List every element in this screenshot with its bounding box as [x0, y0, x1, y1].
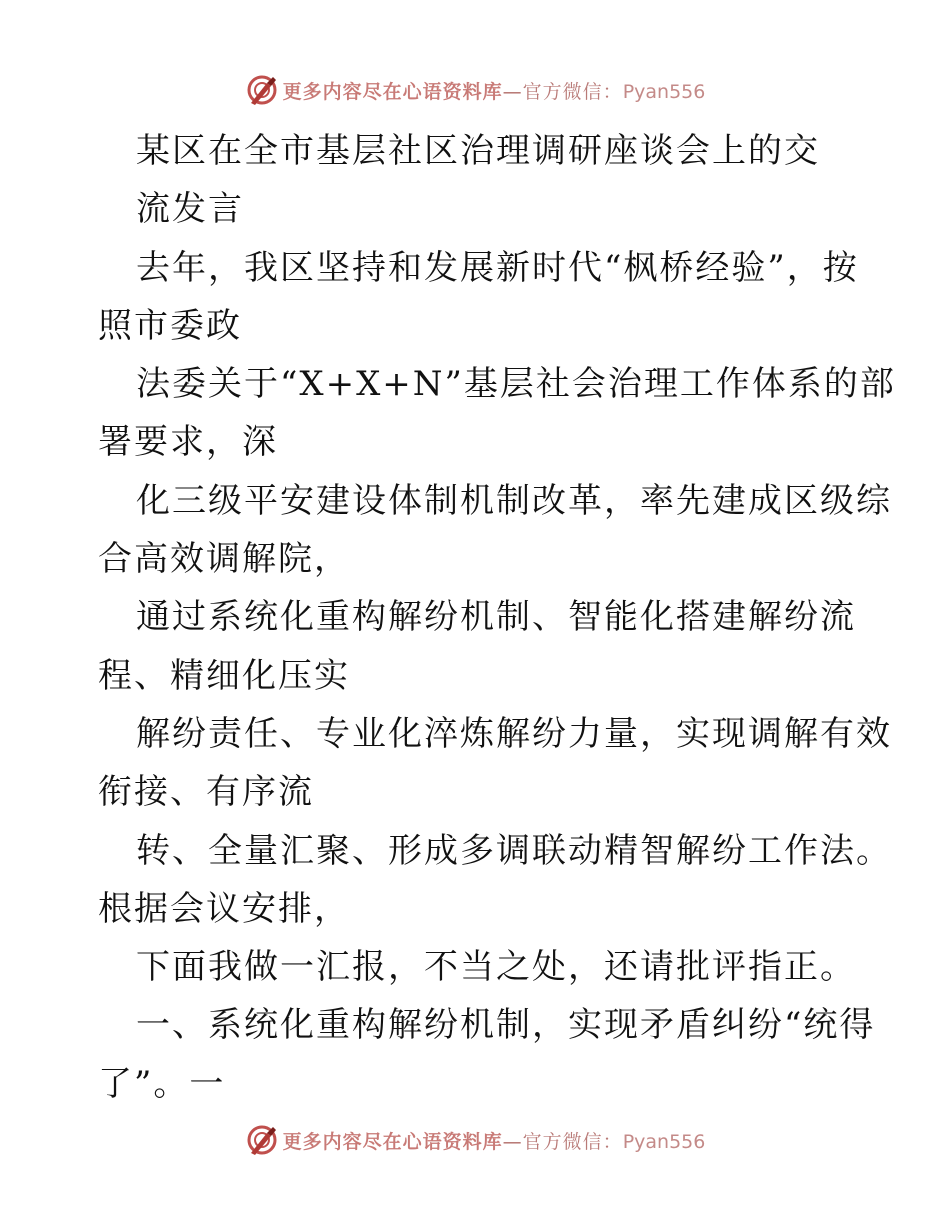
header-brand-text: 更多内容尽在心语资料库: [282, 80, 503, 103]
footer-wechat-label: 官方微信：: [522, 1130, 623, 1153]
text-line: 流发言: [136, 189, 244, 230]
text-line: 去年，我区坚持和发展新时代“枫桥经验”，按: [136, 247, 859, 288]
header-wechat-label: 官方微信：: [522, 80, 623, 103]
text-line: 某区在全市基层社区治理调研座谈会上的交: [136, 131, 820, 171]
text-line: 合高效调解院，: [98, 539, 350, 580]
text-line: 转、全量汇聚、形成多调联动精智解纷工作法。: [136, 830, 892, 871]
text-line: 通过系统化重构解纷机制、智能化搭建解纷流: [136, 597, 856, 638]
document-body: [98, 122, 896, 1113]
text-line: 解纷责任、专业化淬炼解纷力量，实现调解有效: [136, 713, 892, 754]
header-banner: [0, 70, 950, 110]
footer-banner: [0, 1120, 950, 1160]
footer-banner-text: [283, 1127, 706, 1154]
header-banner-text: [283, 77, 706, 104]
text-line: 了”。一: [98, 1063, 226, 1104]
text-line: 照市委政: [98, 305, 242, 346]
footer-separator: —: [502, 1130, 523, 1153]
header-separator: —: [502, 80, 523, 103]
text-line: 程、精细化压实: [98, 655, 350, 696]
text-line: 根据会议安排，: [98, 888, 350, 929]
text-line: 法委关于“X+X+N”基层社会治理工作体系的部: [136, 364, 896, 405]
footer-wechat-id: Pyan556: [622, 1130, 706, 1153]
pen-logo-icon: [245, 1123, 279, 1157]
header-wechat-id: Pyan556: [622, 80, 706, 103]
pen-logo-icon: [245, 73, 279, 107]
text-line: 衔接、有序流: [98, 772, 314, 813]
text-line: 化三级平安建设体制机制改革，率先建成区级综: [136, 480, 892, 521]
text-line: 一、系统化重构解纷机制，实现矛盾纠纷“统得: [136, 1005, 876, 1046]
text-line: 署要求，深: [98, 422, 278, 463]
text-line: 下面我做一汇报，不当之处，还请批评指正。: [136, 947, 856, 988]
footer-brand-text: 更多内容尽在心语资料库: [282, 1130, 503, 1153]
